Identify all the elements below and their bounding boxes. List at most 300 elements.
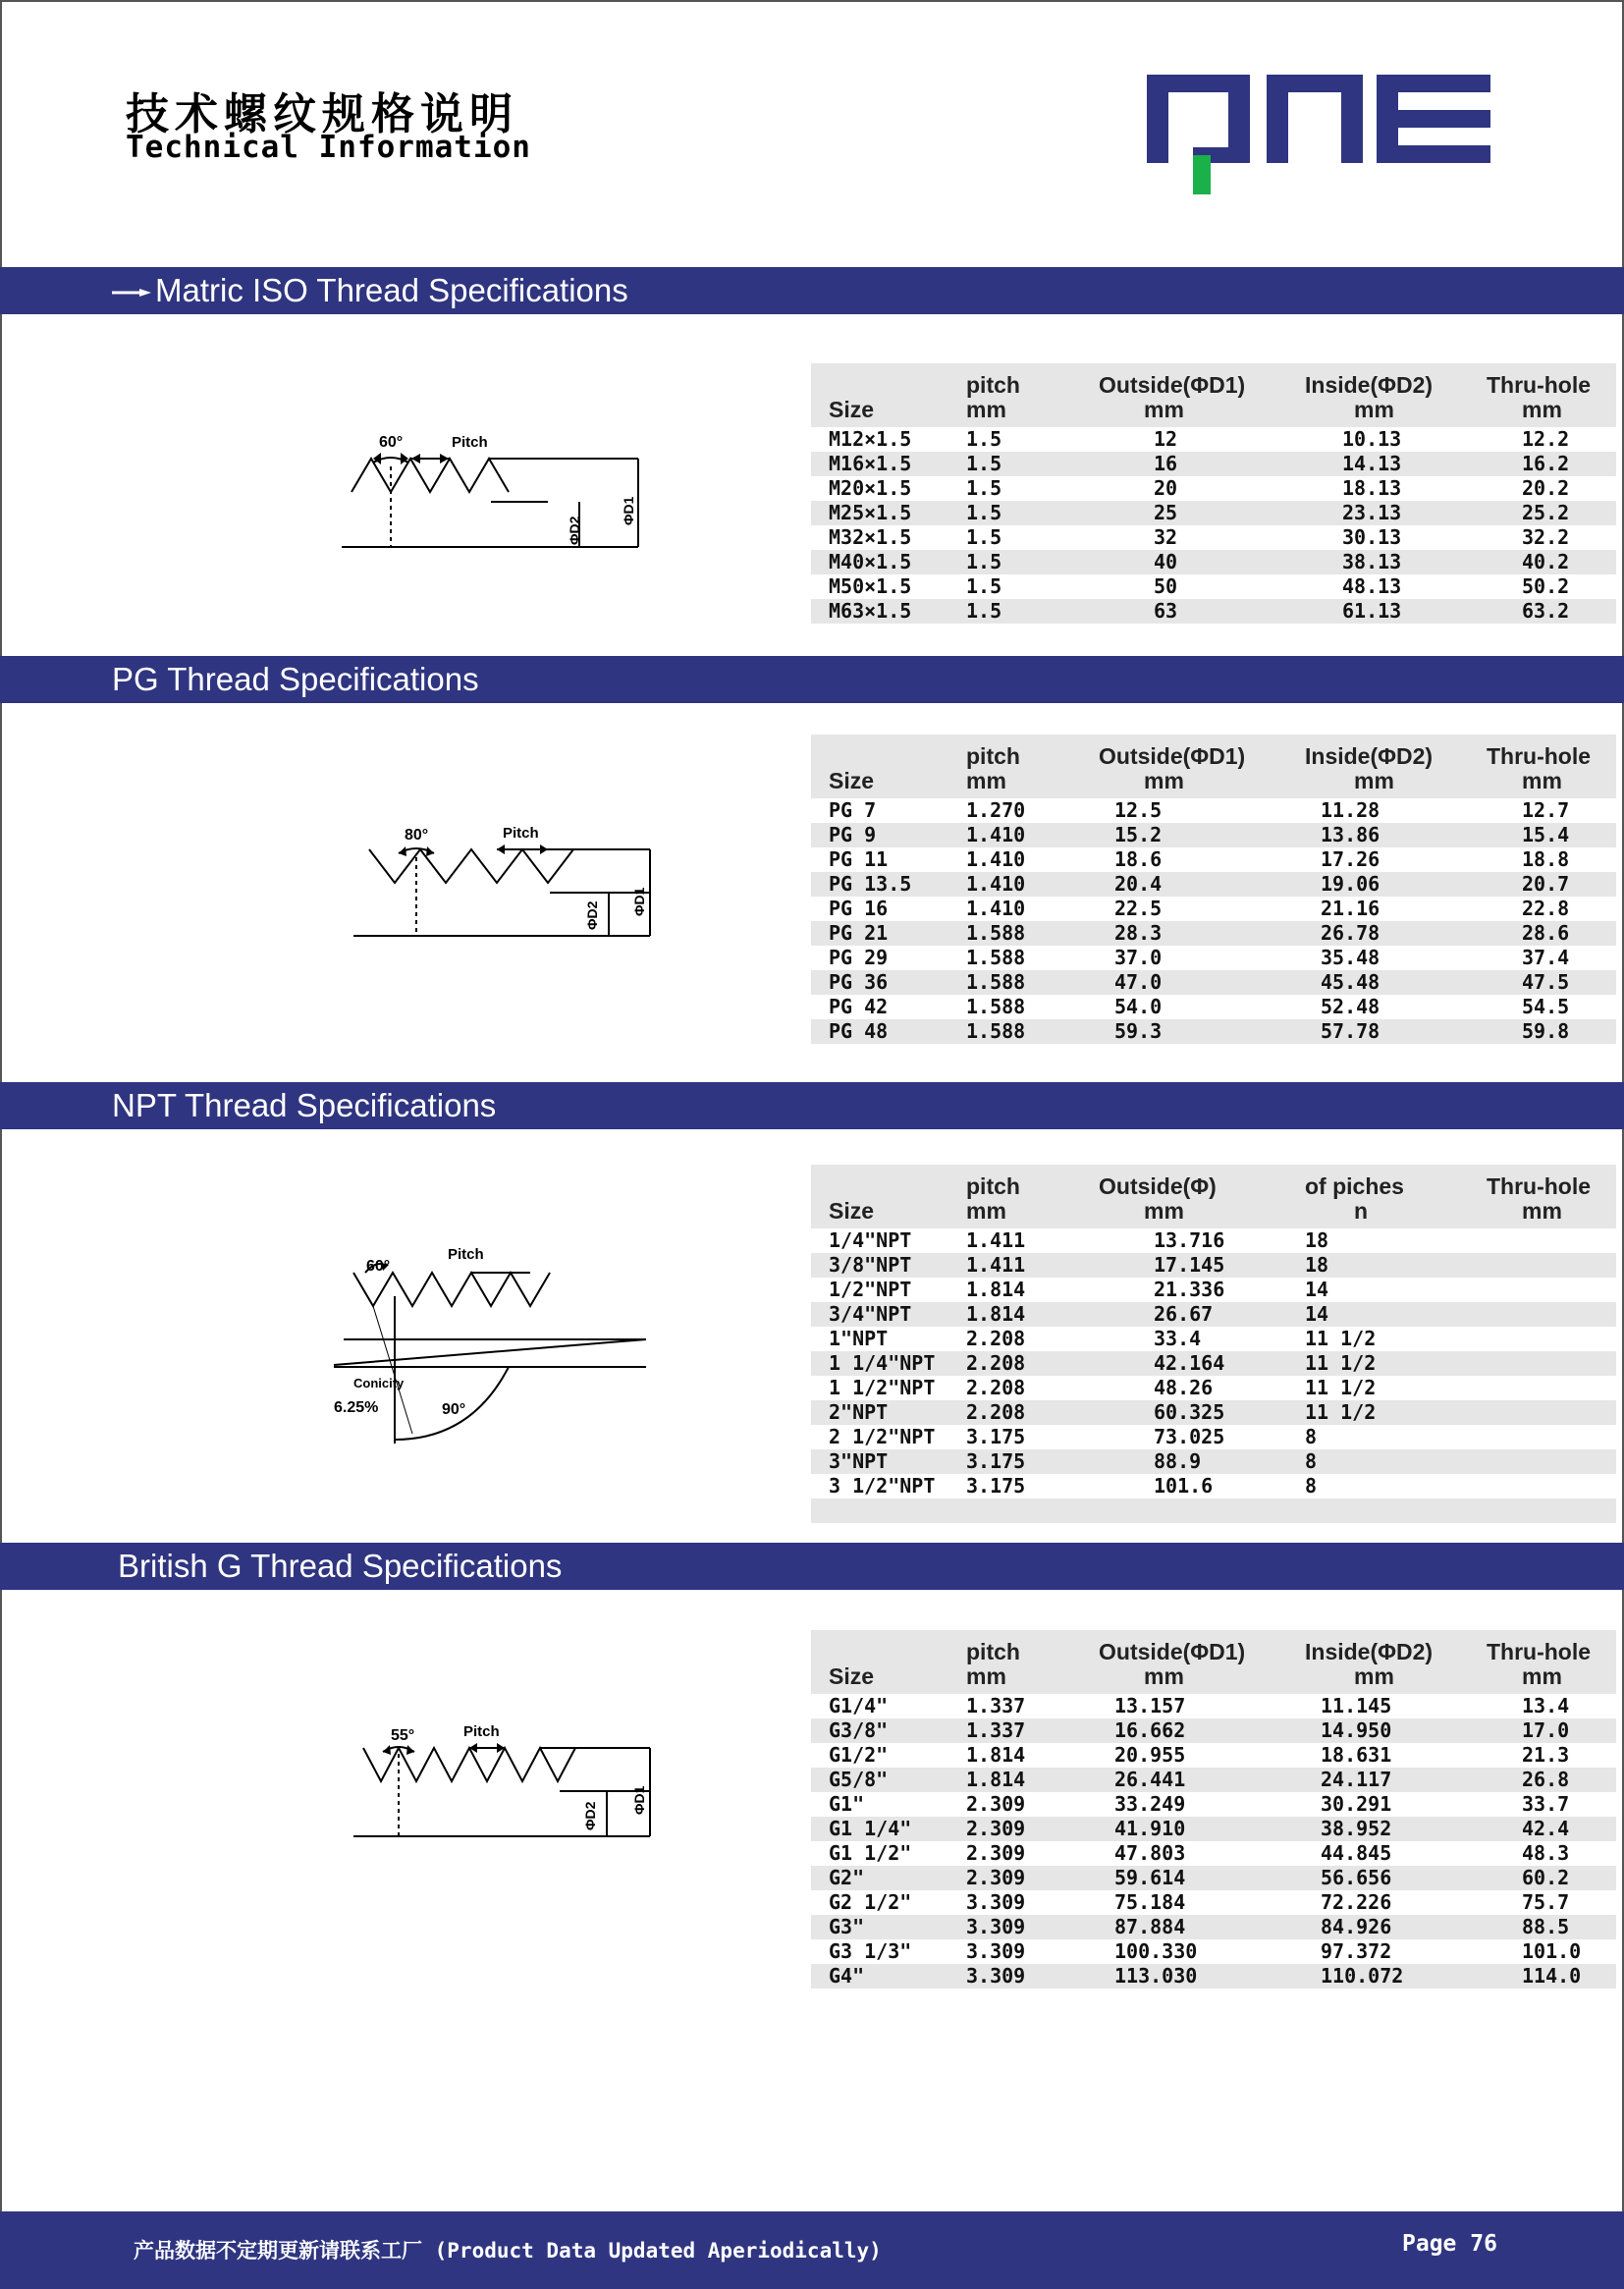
table-cell: 60.325 xyxy=(1154,1400,1225,1424)
table-row xyxy=(811,1425,1616,1449)
table-cell: 59.8 xyxy=(1522,1019,1570,1043)
table-cell: 33.4 xyxy=(1154,1327,1202,1350)
col-header: Thru-hole mm xyxy=(1487,743,1592,793)
table-cell xyxy=(1487,1253,1616,1278)
table-row xyxy=(811,1302,1616,1327)
table-cell: 57.78 xyxy=(1321,1019,1380,1043)
table-cell: 23.13 xyxy=(1342,501,1402,524)
table-cell xyxy=(1487,1327,1616,1351)
table-cell: 11 1/2 xyxy=(1305,1327,1377,1350)
table-cell xyxy=(1089,1499,1305,1523)
table-cell: 32 xyxy=(1154,525,1178,549)
table-cell: 3.175 xyxy=(966,1425,1026,1448)
table-cell: G3 1/3" xyxy=(829,1939,912,1963)
angle-label: 55° xyxy=(391,1727,415,1744)
d2-label: ΦD2 xyxy=(567,516,582,545)
table-row xyxy=(811,476,1616,501)
table-cell: 16 xyxy=(1154,452,1178,475)
table-row xyxy=(811,1694,1616,1718)
table-cell: 21.16 xyxy=(1321,897,1380,920)
table-cell: 1"NPT xyxy=(829,1327,889,1350)
table-cell: 54.5 xyxy=(1522,995,1570,1018)
table-cell xyxy=(1487,1228,1616,1253)
table-cell: 1.270 xyxy=(966,798,1026,822)
table-cell xyxy=(1487,1376,1616,1400)
table-cell: 47.803 xyxy=(1114,1841,1186,1865)
table-cell: 12.7 xyxy=(1522,798,1570,822)
table-row xyxy=(811,550,1616,574)
table-row xyxy=(811,1253,1616,1278)
col-header: Thru-hole mm xyxy=(1487,1173,1592,1224)
table-cell: 35.48 xyxy=(1321,946,1380,969)
table-cell: 18.6 xyxy=(1114,847,1163,871)
table-cell: 26.441 xyxy=(1114,1768,1186,1791)
pitch-label: Pitch xyxy=(448,1246,484,1263)
table-row xyxy=(811,1400,1616,1425)
table-row xyxy=(811,995,1616,1019)
table-cell: 2.208 xyxy=(966,1400,1026,1424)
table-cell: 11 1/2 xyxy=(1305,1351,1377,1375)
table-cell: 50.2 xyxy=(1522,574,1570,598)
table-cell: 18 xyxy=(1305,1253,1329,1277)
table-cell: 20.4 xyxy=(1114,872,1163,896)
page-title-en: Technical Information xyxy=(126,130,531,165)
table-cell xyxy=(1487,1351,1616,1376)
table-cell: 75.7 xyxy=(1522,1890,1570,1914)
table-cell: 30.291 xyxy=(1321,1792,1392,1816)
page-title-cn: 技术螺纹规格说明 xyxy=(126,89,518,139)
table-cell: G5/8" xyxy=(829,1768,889,1791)
table-cell: 110.072 xyxy=(1321,1964,1404,1988)
table-cell: 2 1/2"NPT xyxy=(829,1425,936,1448)
table-cell xyxy=(1487,1278,1616,1302)
table-cell: 18.631 xyxy=(1321,1743,1392,1767)
col-header: pitch mm xyxy=(966,372,1020,422)
table-cell: 2.309 xyxy=(966,1817,1026,1840)
table-row xyxy=(811,1743,1616,1768)
table-cell: 12 xyxy=(1154,427,1178,451)
angle-label: 60° xyxy=(366,1258,391,1275)
table-cell: 1.410 xyxy=(966,897,1026,920)
table-cell: 37.0 xyxy=(1114,946,1163,969)
col-header: pitch mm xyxy=(966,1173,1020,1224)
table-cell: 30.13 xyxy=(1342,525,1402,549)
table-cell: 11.28 xyxy=(1321,798,1380,822)
table-cell: 59.3 xyxy=(1114,1019,1163,1043)
table-cell: 1.814 xyxy=(966,1768,1026,1791)
table-row xyxy=(811,1019,1616,1044)
table-cell: 1.814 xyxy=(966,1743,1026,1767)
table-cell: G4" xyxy=(829,1964,865,1988)
d1-label: ΦD1 xyxy=(631,1785,647,1815)
table-cell: 56.656 xyxy=(1321,1866,1392,1889)
table-cell: 1.588 xyxy=(966,995,1026,1018)
table-cell: 21.336 xyxy=(1154,1278,1225,1301)
table-cell: 12.2 xyxy=(1522,427,1570,451)
section-title: Matric ISO Thread Specifications xyxy=(155,272,628,308)
table-cell: 28.6 xyxy=(1522,921,1570,945)
d1-label: ΦD1 xyxy=(621,496,636,525)
table-cell: 14.13 xyxy=(1342,452,1402,475)
table-cell: PG 13.5 xyxy=(829,872,912,896)
table-cell: PG 29 xyxy=(829,946,889,969)
table-cell: 1.814 xyxy=(966,1278,1026,1301)
col-header: Size xyxy=(829,768,875,793)
table-cell: 59.614 xyxy=(1114,1866,1186,1889)
table-cell: 113.030 xyxy=(1114,1964,1198,1988)
table-cell: M16×1.5 xyxy=(829,452,912,475)
table-cell: 11.145 xyxy=(1321,1694,1392,1717)
table-cell: PG 16 xyxy=(829,897,889,920)
table-row xyxy=(811,1228,1616,1253)
table-cell: 63.2 xyxy=(1522,599,1570,623)
table-cell xyxy=(1487,1449,1616,1474)
table-cell: 42.4 xyxy=(1522,1817,1570,1840)
table-cell: 1.588 xyxy=(966,1019,1026,1043)
table-cell: 14 xyxy=(1305,1302,1329,1326)
table-cell: 1.5 xyxy=(966,501,1002,524)
table-cell: 8 xyxy=(1305,1449,1318,1473)
table-row xyxy=(811,599,1616,624)
table-cell xyxy=(811,1499,966,1523)
col-header: Size xyxy=(829,1663,875,1689)
table-row xyxy=(811,1351,1616,1376)
table-cell: 2"NPT xyxy=(829,1400,889,1424)
table-row xyxy=(811,1768,1616,1792)
pitch-label: Pitch xyxy=(463,1723,500,1740)
d1-label: ΦD1 xyxy=(631,887,647,916)
table-cell: 101.6 xyxy=(1154,1474,1214,1498)
table-cell: 20.7 xyxy=(1522,872,1570,896)
table-cell: 20.2 xyxy=(1522,476,1570,500)
table-cell: 54.0 xyxy=(1114,995,1163,1018)
table-cell: 1.5 xyxy=(966,599,1002,623)
table-cell: PG 42 xyxy=(829,995,889,1018)
table-cell: PG 7 xyxy=(829,798,877,822)
table-row xyxy=(811,946,1616,970)
table-cell: 1.410 xyxy=(966,872,1026,896)
table-cell: 16.662 xyxy=(1114,1718,1186,1742)
table-cell: 101.0 xyxy=(1522,1939,1582,1963)
table-cell: 42.164 xyxy=(1154,1351,1225,1375)
table-cell: 25 xyxy=(1154,501,1178,524)
table-row xyxy=(811,1817,1616,1841)
table-cell: G2" xyxy=(829,1866,865,1889)
table-row xyxy=(811,823,1616,847)
table-cell: 47.5 xyxy=(1522,970,1570,994)
table-cell: 3 1/2"NPT xyxy=(829,1474,936,1498)
table-row xyxy=(811,921,1616,946)
col-header: Size xyxy=(829,397,875,422)
table-cell: 2.309 xyxy=(966,1841,1026,1865)
table-row xyxy=(811,574,1616,599)
table-cell: M40×1.5 xyxy=(829,550,912,573)
table-cell: 84.926 xyxy=(1321,1915,1392,1938)
table-cell: 3.309 xyxy=(966,1890,1026,1914)
table-cell xyxy=(1487,1302,1616,1327)
table-cell: 114.0 xyxy=(1522,1964,1582,1988)
qne-logo xyxy=(1147,75,1492,194)
table-row xyxy=(811,1474,1616,1499)
table-cell: 32.2 xyxy=(1522,525,1570,549)
npt-spec-table xyxy=(811,1165,1616,1523)
table-row xyxy=(811,1327,1616,1351)
table-cell: 1.5 xyxy=(966,550,1002,573)
percent-label: 6.25% xyxy=(334,1399,379,1416)
table-row xyxy=(811,501,1616,525)
table-cell: 24.117 xyxy=(1321,1768,1392,1791)
table-row xyxy=(811,1964,1616,1989)
table-cell: 38.952 xyxy=(1321,1817,1392,1840)
table-row xyxy=(811,897,1616,921)
table-cell: M12×1.5 xyxy=(829,427,912,451)
table-cell: 10.13 xyxy=(1342,427,1402,451)
table-row xyxy=(811,452,1616,476)
table-cell: 21.3 xyxy=(1522,1743,1570,1767)
table-cell: 2.309 xyxy=(966,1866,1026,1889)
table-cell: 38.13 xyxy=(1342,550,1402,573)
table-row xyxy=(811,525,1616,550)
table-cell: PG 36 xyxy=(829,970,889,994)
table-cell: 22.5 xyxy=(1114,897,1163,920)
table-cell xyxy=(1487,1425,1616,1449)
table-cell: 8 xyxy=(1305,1474,1318,1498)
table-row xyxy=(811,427,1616,452)
table-cell xyxy=(966,1499,1089,1523)
table-row xyxy=(811,1915,1616,1939)
table-cell: 18 xyxy=(1305,1228,1329,1252)
table-cell: 97.372 xyxy=(1321,1939,1392,1963)
col-header: Size xyxy=(829,1198,875,1224)
table-cell: 33.249 xyxy=(1114,1792,1186,1816)
table-row xyxy=(811,1449,1616,1474)
table-cell: 61.13 xyxy=(1342,599,1402,623)
section-title: PG Thread Specifications xyxy=(112,661,479,697)
table-cell: 26.67 xyxy=(1154,1302,1214,1326)
col-header: Inside(ΦD2) mm xyxy=(1305,743,1434,793)
table-cell: 3/4"NPT xyxy=(829,1302,912,1326)
right-angle-label: 90° xyxy=(442,1401,466,1418)
table-cell: 15.2 xyxy=(1114,823,1163,846)
table-cell: 15.4 xyxy=(1522,823,1570,846)
footer-note: 产品数据不定期更新请联系工厂 (Product Data Updated Aperiodically) xyxy=(134,2239,882,2262)
table-cell: 40.2 xyxy=(1522,550,1570,573)
table-row xyxy=(811,1939,1616,1964)
table-cell: 19.06 xyxy=(1321,872,1380,896)
table-cell: 22.8 xyxy=(1522,897,1570,920)
table-cell: 1.5 xyxy=(966,525,1002,549)
table-cell: G1" xyxy=(829,1792,865,1816)
arrow-right-icon xyxy=(112,289,151,297)
angle-label: 80° xyxy=(405,827,429,844)
section-band-pg xyxy=(0,656,1624,703)
pitch-label: Pitch xyxy=(503,825,539,842)
col-header: Outside(ΦD1) mm xyxy=(1099,372,1246,422)
table-cell xyxy=(1487,1499,1616,1523)
table-cell xyxy=(1487,1474,1616,1499)
table-cell: 73.025 xyxy=(1154,1425,1225,1448)
table-cell: 47.0 xyxy=(1114,970,1163,994)
table-row xyxy=(811,1792,1616,1817)
table-cell: 72.226 xyxy=(1321,1890,1392,1914)
table-cell: 2.208 xyxy=(966,1376,1026,1399)
table-cell: 1.588 xyxy=(966,970,1026,994)
table-cell: 1 1/2"NPT xyxy=(829,1376,936,1399)
table-cell: 3.309 xyxy=(966,1964,1026,1988)
table-cell: 3.175 xyxy=(966,1449,1026,1473)
table-cell: 3.309 xyxy=(966,1939,1026,1963)
table-cell: 37.4 xyxy=(1522,946,1570,969)
table-cell: 1.337 xyxy=(966,1694,1026,1717)
table-cell: 1.410 xyxy=(966,847,1026,871)
section-band-british-g xyxy=(0,1543,1624,1590)
table-cell: 2.208 xyxy=(966,1327,1026,1350)
table-cell: 1.5 xyxy=(966,574,1002,598)
table-row xyxy=(811,1890,1616,1915)
table-cell: 16.2 xyxy=(1522,452,1570,475)
table-cell: PG 21 xyxy=(829,921,889,945)
table-cell: 3/8"NPT xyxy=(829,1253,912,1277)
table-cell: 8 xyxy=(1305,1425,1318,1448)
col-header: Outside(ΦD1) mm xyxy=(1099,1639,1246,1689)
table-cell: 3.309 xyxy=(966,1915,1026,1938)
table-cell: 52.48 xyxy=(1321,995,1380,1018)
table-cell: G3/8" xyxy=(829,1718,889,1742)
table-cell: 28.3 xyxy=(1114,921,1163,945)
table-cell: 100.330 xyxy=(1114,1939,1198,1963)
table-cell: G1 1/4" xyxy=(829,1817,912,1840)
table-cell: M25×1.5 xyxy=(829,501,912,524)
pg-spec-table xyxy=(811,735,1616,1044)
conicity-label: Conicity xyxy=(353,1376,405,1390)
table-cell: 1.411 xyxy=(966,1228,1026,1252)
col-header: Inside(ΦD2) mm xyxy=(1305,372,1434,422)
table-cell: 87.884 xyxy=(1114,1915,1186,1938)
table-cell: 88.9 xyxy=(1154,1449,1202,1473)
table-cell: 1.5 xyxy=(966,427,1002,451)
npt-thread-diagram xyxy=(324,1237,658,1453)
table-cell: 11 1/2 xyxy=(1305,1376,1377,1399)
table-cell: 50 xyxy=(1154,574,1178,598)
table-cell: 2.309 xyxy=(966,1792,1026,1816)
table-cell: 13.157 xyxy=(1114,1694,1186,1717)
table-cell: 26.78 xyxy=(1321,921,1380,945)
table-cell: 1.588 xyxy=(966,946,1026,969)
table-cell: 40 xyxy=(1154,550,1178,573)
table-cell: 60.2 xyxy=(1522,1866,1570,1889)
table-cell: PG 9 xyxy=(829,823,877,846)
table-row xyxy=(811,1841,1616,1866)
col-header: Outside(Φ) mm xyxy=(1099,1173,1217,1224)
table-row xyxy=(811,1499,1616,1523)
table-cell: 1/4"NPT xyxy=(829,1228,912,1252)
table-cell: G1 1/2" xyxy=(829,1841,912,1865)
col-header: Outside(ΦD1) mm xyxy=(1099,743,1246,793)
col-header: Inside(ΦD2) mm xyxy=(1305,1639,1434,1689)
table-cell: 14 xyxy=(1305,1278,1329,1301)
table-cell: 13.716 xyxy=(1154,1228,1225,1252)
table-cell: 1.814 xyxy=(966,1302,1026,1326)
metric-spec-table xyxy=(811,363,1616,624)
table-cell: M20×1.5 xyxy=(829,476,912,500)
british-g-thread-diagram xyxy=(344,1718,668,1846)
metric-thread-diagram xyxy=(334,417,658,560)
table-cell: 17.26 xyxy=(1321,847,1380,871)
table-row xyxy=(811,872,1616,897)
page-number: Page 76 xyxy=(1402,2231,1497,2257)
col-header: pitch mm xyxy=(966,743,1020,793)
table-cell: 1/2"NPT xyxy=(829,1278,912,1301)
table-cell: 1.411 xyxy=(966,1253,1026,1277)
table-cell: 1.337 xyxy=(966,1718,1026,1742)
table-cell: 3"NPT xyxy=(829,1449,889,1473)
table-cell: 1 1/4"NPT xyxy=(829,1351,936,1375)
section-title: British G Thread Specifications xyxy=(118,1548,563,1584)
table-cell: 3.175 xyxy=(966,1474,1026,1498)
table-cell xyxy=(1305,1499,1487,1523)
angle-label: 60° xyxy=(379,434,404,451)
table-cell: 11 1/2 xyxy=(1305,1400,1377,1424)
table-cell: 13.4 xyxy=(1522,1694,1570,1717)
table-cell: 48.26 xyxy=(1154,1376,1214,1399)
table-cell: 88.5 xyxy=(1522,1915,1570,1938)
table-cell: G3" xyxy=(829,1915,865,1938)
table-cell: 14.950 xyxy=(1321,1718,1392,1742)
table-cell: 17.0 xyxy=(1522,1718,1570,1742)
table-row xyxy=(811,798,1616,823)
table-cell: 48.13 xyxy=(1342,574,1402,598)
section-title: NPT Thread Specifications xyxy=(112,1087,497,1123)
table-cell: M63×1.5 xyxy=(829,599,912,623)
table-row xyxy=(811,847,1616,872)
table-row xyxy=(811,1278,1616,1302)
table-cell: PG 48 xyxy=(829,1019,889,1043)
footer-bar xyxy=(0,2211,1624,2289)
table-cell: 1.5 xyxy=(966,452,1002,475)
table-cell: 17.145 xyxy=(1154,1253,1225,1277)
pg-thread-diagram xyxy=(344,820,668,948)
table-cell: G2 1/2" xyxy=(829,1890,912,1914)
table-cell: PG 11 xyxy=(829,847,889,871)
table-cell: 26.8 xyxy=(1522,1768,1570,1791)
table-cell: 44.845 xyxy=(1321,1841,1392,1865)
table-cell: 18.8 xyxy=(1522,847,1570,871)
table-cell: 2.208 xyxy=(966,1351,1026,1375)
table-cell: G1/4" xyxy=(829,1694,889,1717)
table-cell: 1.5 xyxy=(966,476,1002,500)
table-cell: 75.184 xyxy=(1114,1890,1186,1914)
table-row xyxy=(811,970,1616,995)
table-cell: 41.910 xyxy=(1114,1817,1186,1840)
table-cell: 20 xyxy=(1154,476,1178,500)
col-header: Thru-hole mm xyxy=(1487,1639,1592,1689)
col-header: Thru-hole mm xyxy=(1487,372,1592,422)
table-cell: 63 xyxy=(1154,599,1178,623)
table-cell: M50×1.5 xyxy=(829,574,912,598)
table-cell: 20.955 xyxy=(1114,1743,1186,1767)
table-row xyxy=(811,1866,1616,1890)
table-cell: M32×1.5 xyxy=(829,525,912,549)
table-row xyxy=(811,1718,1616,1743)
table-cell: 1.410 xyxy=(966,823,1026,846)
british-g-spec-table xyxy=(811,1630,1616,1989)
d2-label: ΦD2 xyxy=(582,1801,598,1830)
table-cell: 25.2 xyxy=(1522,501,1570,524)
table-cell: 48.3 xyxy=(1522,1841,1570,1865)
table-cell: 45.48 xyxy=(1321,970,1380,994)
d2-label: ΦD2 xyxy=(584,900,600,930)
table-cell: 18.13 xyxy=(1342,476,1402,500)
